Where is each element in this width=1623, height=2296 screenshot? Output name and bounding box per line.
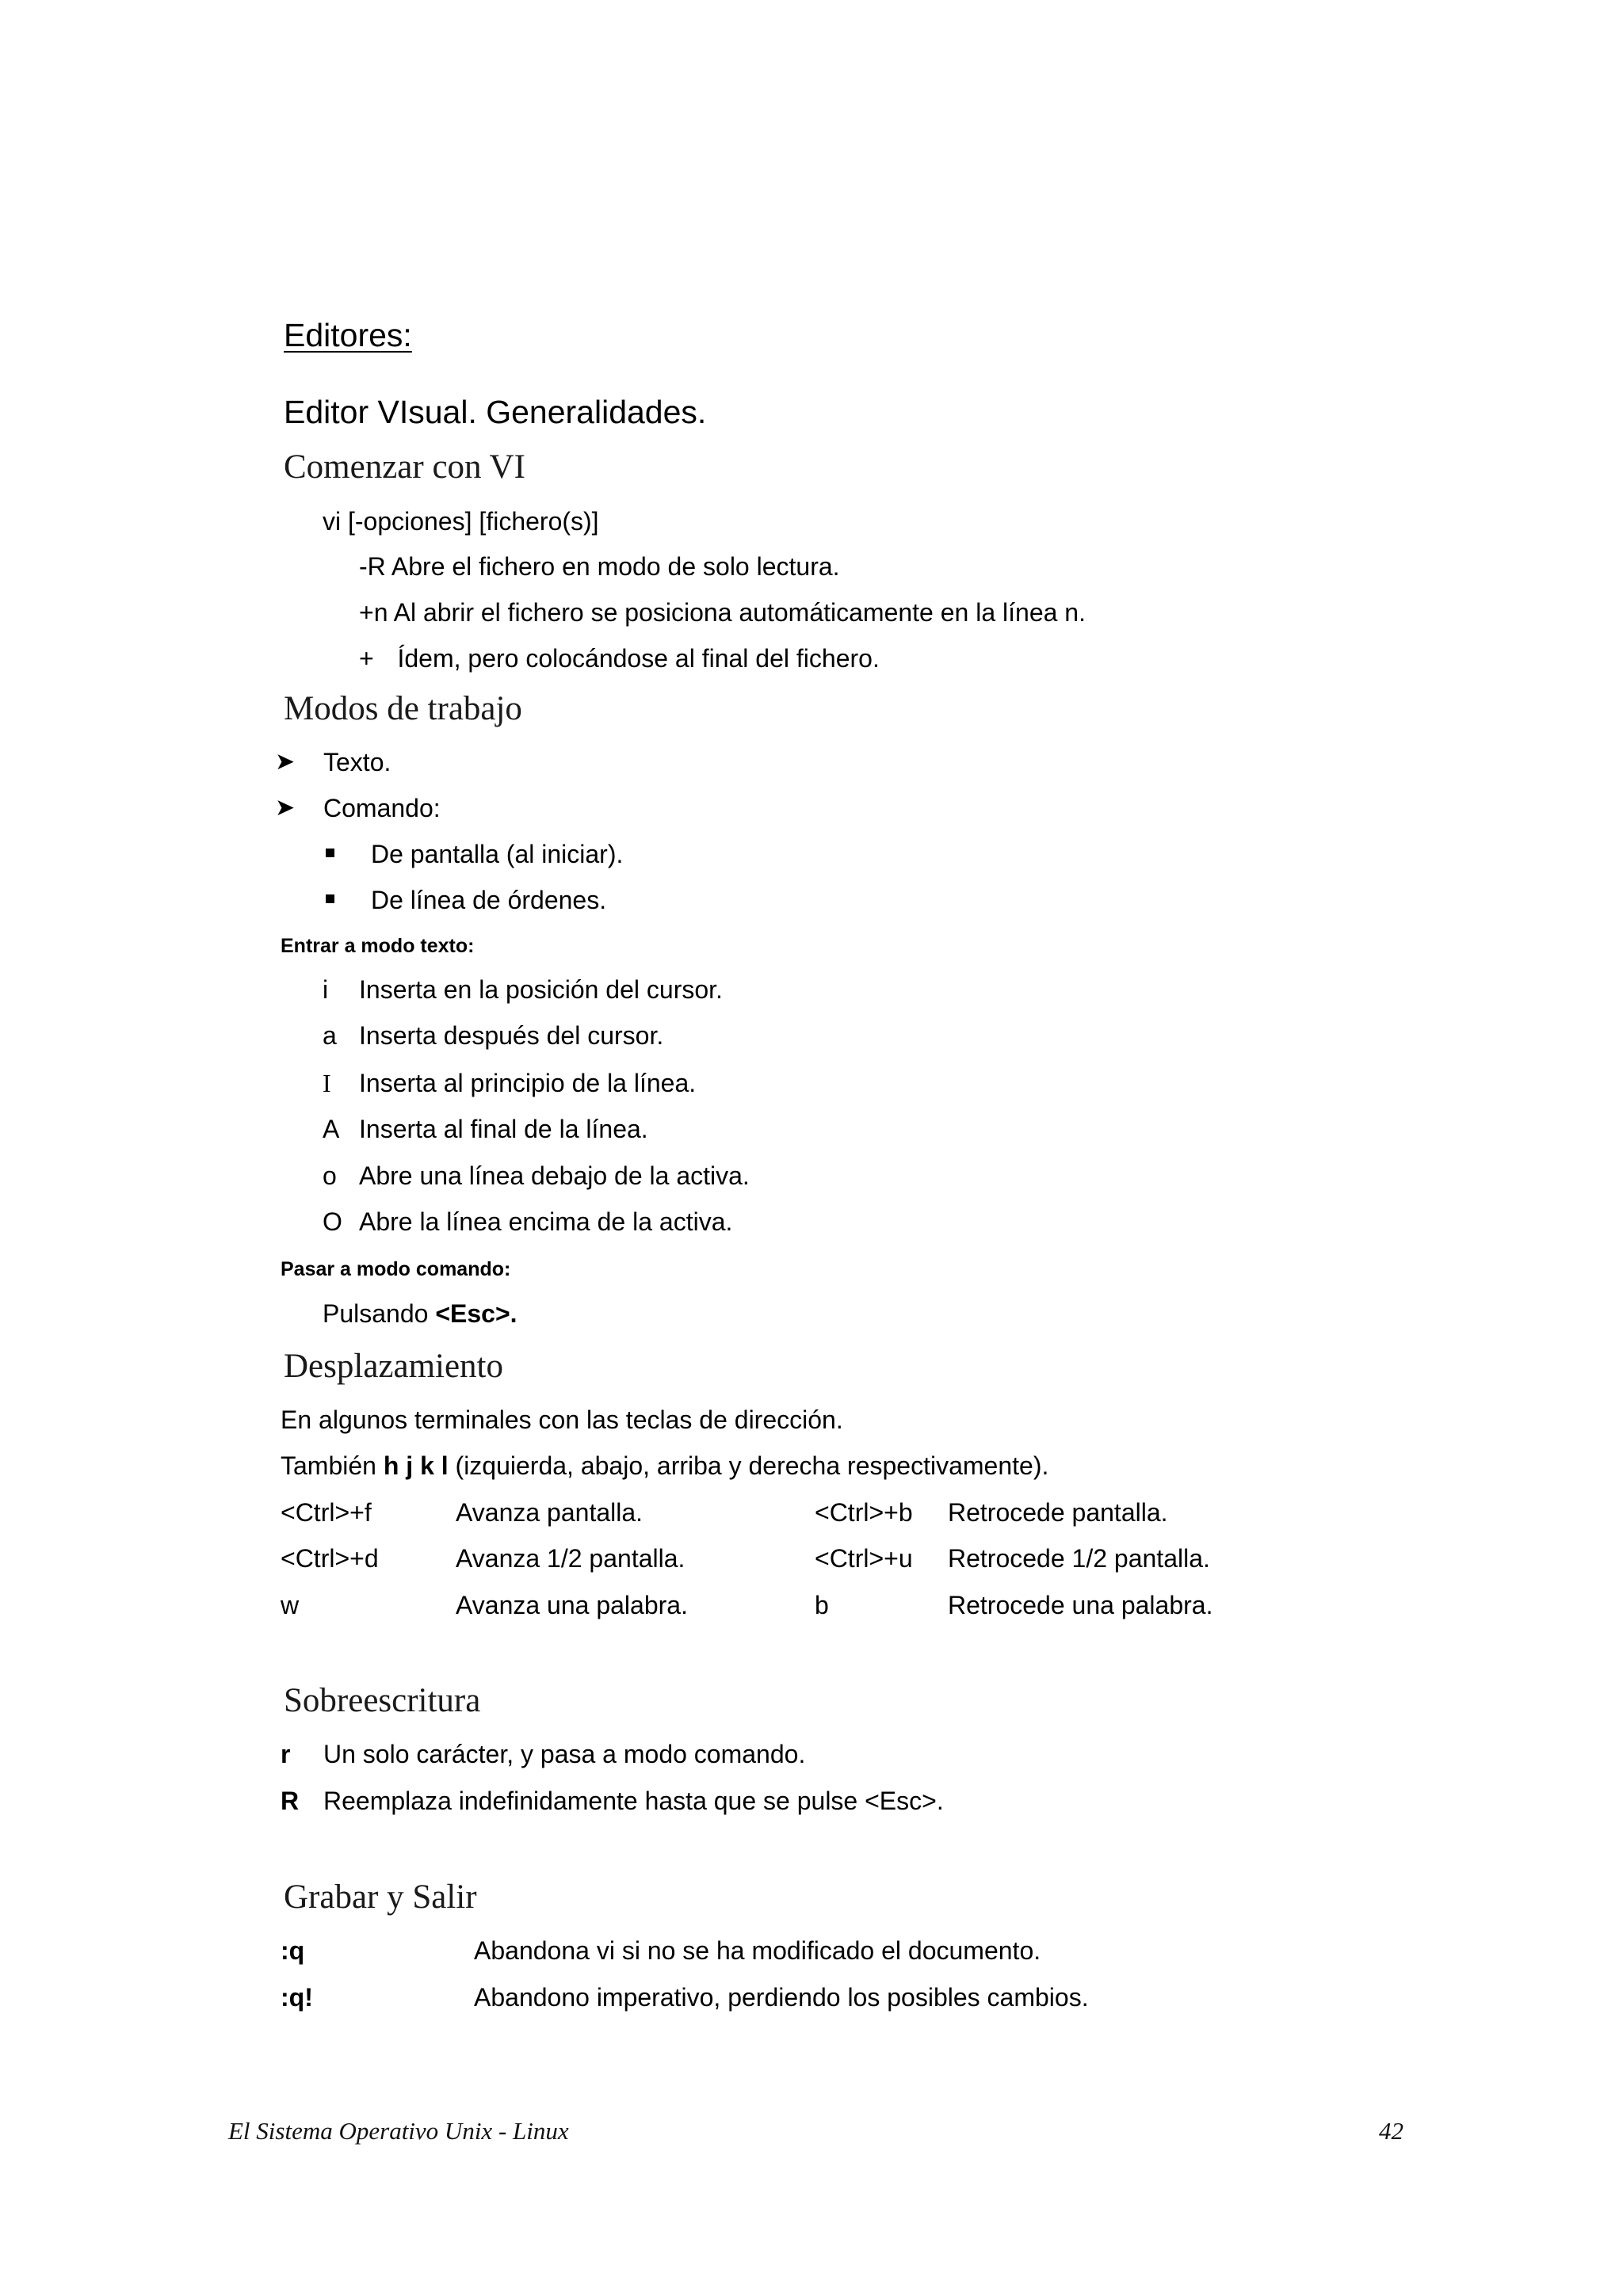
square-bullet-icon — [326, 849, 334, 857]
cmd-text: Abre la línea encima de la activa. — [359, 1207, 733, 1236]
option-row — [359, 552, 840, 582]
heading-pasar-comando: Pasar a modo comando: — [281, 1258, 511, 1280]
footer-title: El Sistema Operativo Unix - Linux — [228, 2117, 569, 2145]
option-text: Abre el fichero en modo de solo lectura. — [391, 552, 840, 581]
move-key: w — [281, 1591, 300, 1619]
save-row — [281, 1936, 1041, 1966]
option-row — [359, 598, 1086, 627]
pasar-comando-text — [323, 1299, 517, 1329]
save-key: :q — [281, 1936, 305, 1965]
move-key: b — [815, 1591, 829, 1619]
square-bullet-icon — [326, 894, 334, 903]
mode-subitem: De pantalla (al iniciar). — [371, 840, 624, 868]
overwrite-key: r — [281, 1740, 291, 1768]
option-flag: +n — [359, 598, 388, 627]
mode-subitem: De línea de órdenes. — [371, 886, 607, 914]
move-desc: Retrocede pantalla. — [948, 1498, 1168, 1527]
heading-sobreescritura: Sobreescritura — [284, 1682, 481, 1719]
insert-cmd-row — [323, 975, 723, 1005]
option-text: Ídem, pero colocándose al final del fichero. — [397, 644, 880, 673]
overwrite-text: Reemplaza indefinidamente hasta que se pulse <Esc>. — [323, 1787, 944, 1815]
move-key: <Ctrl>+d — [281, 1544, 379, 1573]
move-desc: Retrocede una palabra. — [948, 1591, 1213, 1619]
line-suffix: (izquierda, abajo, arriba y derecha respectivamente). — [448, 1451, 1049, 1480]
cmd-text: Inserta en la posición del cursor. — [359, 975, 723, 1004]
option-text: Al abrir el fichero se posiciona automáticamente en la línea n. — [393, 598, 1086, 627]
move-key: <Ctrl>+f — [281, 1498, 372, 1527]
heading-comenzar: Comenzar con VI — [284, 448, 525, 486]
heading-modos: Modos de trabajo — [284, 690, 522, 727]
overwrite-row — [281, 1787, 944, 1816]
cmd-key: O — [323, 1207, 342, 1236]
save-text: Abandono imperativo, perdiendo los posibles cambios. — [474, 1983, 1089, 2012]
cmd-key: a — [323, 1021, 337, 1050]
page-number: 42 — [1379, 2117, 1403, 2145]
move-desc: Avanza pantalla. — [456, 1498, 643, 1527]
desplazamiento-line: En algunos terminales con las teclas de dirección. — [281, 1405, 843, 1434]
insert-cmd-row — [323, 1161, 750, 1191]
move-desc: Avanza 1/2 pantalla. — [456, 1544, 685, 1573]
section-title: Editores: — [284, 317, 412, 353]
line-prefix: También — [281, 1451, 384, 1480]
vi-syntax: vi [-opciones] [fichero(s)] — [323, 507, 599, 536]
insert-cmd-row — [323, 1207, 732, 1237]
esc-key: <Esc>. — [435, 1299, 517, 1328]
cmd-key: o — [323, 1161, 337, 1190]
overwrite-key: R — [281, 1787, 300, 1815]
option-flag: + — [359, 644, 374, 673]
cmd-text: Abre una línea debajo de la activa. — [359, 1161, 750, 1190]
heading-entrar-texto: Entrar a modo texto: — [281, 935, 475, 957]
heading-grabar: Grabar y Salir — [284, 1878, 477, 1916]
insert-cmd-row — [323, 1069, 696, 1098]
subtitle: Editor VIsual. Generalidades. — [284, 394, 707, 430]
cmd-key: i — [323, 975, 329, 1004]
mode-item: Texto. — [323, 748, 391, 776]
save-key: :q! — [281, 1983, 313, 2012]
mode-item: Comando: — [323, 794, 441, 822]
arrow-bullet-icon: ➤ — [275, 749, 296, 775]
pulsando-label: Pulsando — [323, 1299, 436, 1328]
save-row — [281, 1983, 1089, 2012]
cmd-text: Inserta después del cursor. — [359, 1021, 664, 1050]
desplazamiento-line — [281, 1451, 1048, 1481]
save-text: Abandona vi si no se ha modificado el documento. — [474, 1936, 1041, 1965]
move-desc: Retrocede 1/2 pantalla. — [948, 1544, 1210, 1573]
overwrite-text: Un solo carácter, y pasa a modo comando. — [323, 1740, 806, 1768]
option-row — [359, 644, 880, 673]
cmd-key: I — [323, 1069, 331, 1097]
move-key: <Ctrl>+b — [815, 1498, 913, 1527]
insert-cmd-row — [323, 1021, 663, 1051]
arrow-bullet-icon: ➤ — [275, 795, 296, 821]
move-key: <Ctrl>+u — [815, 1544, 913, 1573]
option-flag: -R — [359, 552, 386, 581]
cmd-key: A — [323, 1115, 340, 1143]
move-desc: Avanza una palabra. — [456, 1591, 688, 1619]
insert-cmd-row — [323, 1115, 648, 1144]
cmd-text: Inserta al principio de la línea. — [359, 1069, 697, 1097]
overwrite-row — [281, 1740, 805, 1769]
hjkl-keys: h j k l — [383, 1451, 449, 1480]
cmd-text: Inserta al final de la línea. — [359, 1115, 648, 1143]
heading-desplazamiento: Desplazamiento — [284, 1348, 504, 1385]
